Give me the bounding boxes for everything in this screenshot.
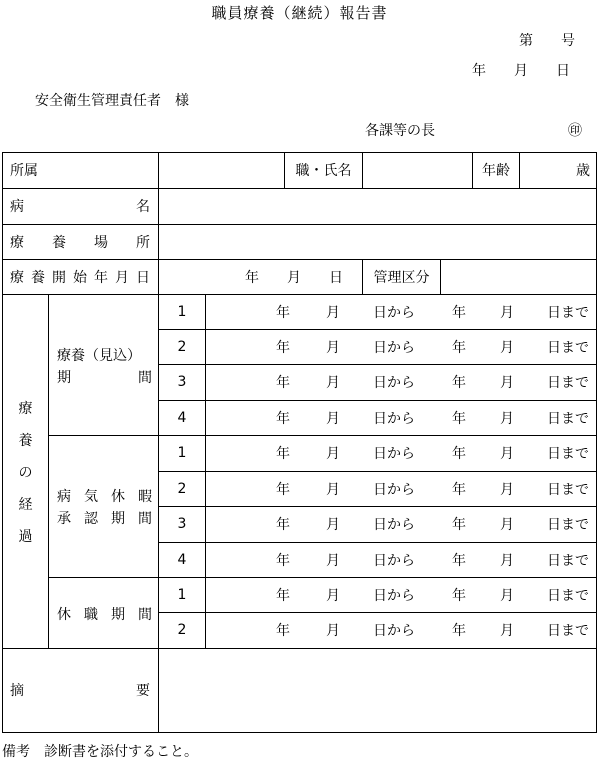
report-date: 年 月 日 [472,63,570,79]
date-range-y: 年 [276,587,290,604]
document-title: 職員療養（継続）報告書 [211,4,388,22]
date-range-m2: 月 [500,446,514,462]
date-range-m: 月 [326,446,340,462]
date-range-y2: 年 [452,446,466,462]
row-number: 1 [177,445,187,461]
date-range-m2: 月 [500,587,514,604]
date-range-y2: 年 [452,304,466,321]
start-date-text: 療 養 開 始 年 月 日 [10,269,150,286]
summary-label [10,648,150,732]
date-range-m2: 月 [500,481,514,498]
name-field[interactable] [363,152,472,188]
age-unit: 歳 [576,163,590,179]
row-number: 3 [177,374,187,390]
row-number: 2 [177,338,187,355]
date-range-m: 月 [326,623,340,639]
date-range-to: 日まで [547,587,589,604]
date-range-y: 年 [276,623,290,639]
date-range-m: 月 [326,517,340,533]
date-range-y2: 年 [452,517,466,533]
group1-label2-text: 期 間 [57,370,152,386]
date-range-from: 日から [373,552,415,569]
date-range-m2: 月 [500,410,514,427]
date-range-y2: 年 [452,375,466,391]
date-range-from: 日から [373,517,415,533]
date-range-y2: 年 [452,339,466,356]
age-field[interactable] [520,152,590,188]
management-label: 管理区分 [373,269,430,286]
summary-field[interactable] [159,649,596,732]
group3-label1-text: 休 職 期 間 [57,607,152,623]
row-number: 2 [177,480,187,497]
date-range-to: 日まで [547,481,589,498]
date-range-to: 日まで [547,446,589,462]
group3-label1 [57,604,152,624]
date-range-from: 日から [373,446,415,462]
date-range-m: 月 [326,304,340,321]
date-range-from: 日から [373,623,415,639]
row-number: 1 [177,303,187,320]
date-range-from: 日から [373,587,415,604]
date-range-y: 年 [276,481,290,498]
date-range-m: 月 [326,375,340,391]
date-range-m2: 月 [500,375,514,391]
group2-label2-text: 承 認 期 間 [57,511,152,527]
progress-label [3,398,48,546]
date-range-to: 日まで [547,552,589,569]
affiliation-field[interactable] [159,152,284,188]
management-field[interactable] [441,259,596,294]
date-range-to: 日まで [547,410,589,427]
date-range-m2: 月 [500,623,514,639]
name-label: 職・氏名 [295,163,352,179]
date-range-to: 日まで [547,339,589,356]
number-label: 第 号 [519,33,575,49]
date-range-y: 年 [276,517,290,533]
date-range-y: 年 [276,375,290,391]
seal-mark: ㊞ [568,123,582,139]
start-date-label [10,259,150,294]
sender: 各課等の長 [365,123,435,139]
date-range-m2: 月 [500,304,514,321]
date-range-m: 月 [326,481,340,498]
group1-label1: 療養（見込） [57,348,141,364]
date-range-m: 月 [326,587,340,604]
date-range-y2: 年 [452,623,466,639]
row-number: 4 [177,409,187,426]
date-range-y: 年 [276,446,290,462]
disease-label [10,188,150,224]
date-range-y: 年 [276,339,290,356]
row-number: 3 [177,516,187,532]
date-range-m: 月 [326,552,340,569]
progress-label-char: 過 [18,529,33,545]
date-range-from: 日から [373,410,415,427]
date-range-to: 日まで [547,517,589,533]
date-range-to: 日まで [547,304,589,321]
group2-label2 [57,508,152,528]
note: 備考 診断書を添付すること。 [2,744,198,760]
affiliation-label [10,152,150,188]
group1-label2 [57,367,152,387]
affiliation-text: 所属 [10,163,38,179]
place-field[interactable] [159,224,596,259]
date-range-from: 日から [373,304,415,321]
row-number: 2 [177,622,187,638]
progress-label-char: 経 [18,497,33,513]
date-range-y2: 年 [452,552,466,569]
age-label: 年齢 [482,163,510,179]
row-number: 1 [177,586,187,603]
place-label [10,224,150,259]
group2-label1-text: 病 気 休 暇 [57,489,152,505]
date-range-to: 日まで [547,623,589,639]
group2-label1 [57,486,152,506]
disease-text: 病 名 [10,199,150,215]
date-range-y2: 年 [452,587,466,604]
addressee: 安全衛生管理責任者 様 [35,93,189,109]
date-range-m: 月 [326,410,340,427]
date-range-to: 日まで [547,375,589,391]
date-range-from: 日から [373,481,415,498]
date-range-from: 日から [373,339,415,356]
date-range-y2: 年 [452,410,466,427]
row-number: 4 [177,551,187,568]
date-range-y: 年 [276,304,290,321]
progress-label-char: 療 [18,401,33,417]
disease-field[interactable] [159,188,596,224]
date-range-from: 日から [373,375,415,391]
progress-label-char: の [18,465,33,481]
summary-text: 摘 要 [10,683,150,699]
date-range-y2: 年 [452,481,466,498]
date-range-m2: 月 [500,517,514,533]
date-range-m2: 月 [500,339,514,356]
date-range-y: 年 [276,410,290,427]
place-text: 療 養 場 所 [10,234,150,251]
date-range-m2: 月 [500,552,514,569]
start-date-field[interactable]: 年 月 日 [245,269,343,286]
progress-label-char: 養 [18,433,33,449]
date-range-y: 年 [276,552,290,569]
date-range-m: 月 [326,339,340,356]
